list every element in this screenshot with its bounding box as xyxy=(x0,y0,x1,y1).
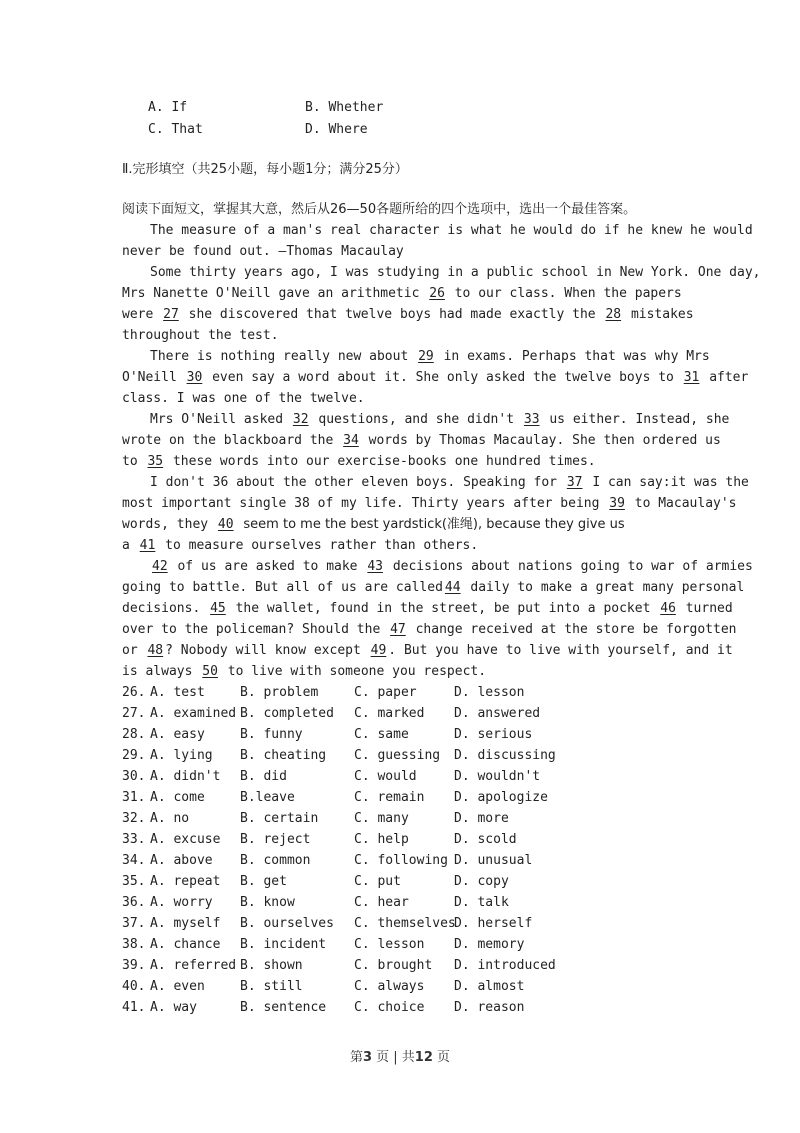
question-number: 31. xyxy=(122,790,146,805)
option-d: D. introduced xyxy=(454,958,556,973)
blank-50: 50 xyxy=(202,664,218,679)
option-a: A. test xyxy=(150,685,205,700)
option-c: C. guessing xyxy=(354,748,441,763)
blank-34: 34 xyxy=(343,433,359,448)
option-a: A. no xyxy=(150,811,190,826)
passage-text: going to battle. But all of us are called xyxy=(122,580,443,595)
blank-28: 28 xyxy=(605,307,622,322)
passage-line: class. I was one of the twelve. xyxy=(122,391,365,406)
blank-48: 48 xyxy=(147,643,164,658)
option-a: A. didn't xyxy=(150,769,221,784)
option-b: B. sentence xyxy=(240,1000,327,1015)
passage-text: to our class. When the papers xyxy=(454,286,682,301)
question-row xyxy=(0,892,800,913)
option-a: A. chance xyxy=(150,937,221,952)
blank-42: 42 xyxy=(152,559,168,574)
passage-text: to measure ourselves rather than others. xyxy=(165,538,479,553)
passage-line xyxy=(122,514,682,535)
option-c: C. would xyxy=(354,769,417,784)
passage-text: most important single 38 of my life. Thirty years after being xyxy=(122,496,600,511)
passage-line xyxy=(150,472,749,493)
option-c: C. hear xyxy=(354,895,409,910)
blank-46: 46 xyxy=(660,601,676,616)
passage-text: change received at the store be forgotten xyxy=(415,622,737,637)
option-b: B. incident xyxy=(240,937,327,952)
passage-line xyxy=(122,640,733,661)
prev-option-d: D. Where xyxy=(305,122,368,137)
option-b: B. cheating xyxy=(240,748,327,763)
blank-41: 41 xyxy=(139,538,156,553)
question-row xyxy=(0,766,800,787)
passage-text: us either. Instead, she xyxy=(549,412,730,427)
option-c: C. lesson xyxy=(354,937,425,952)
option-c: C. marked xyxy=(354,706,425,721)
question-row xyxy=(0,682,800,703)
question-row xyxy=(0,934,800,955)
passage-text: even say a word about it. She only asked the twelve boys to xyxy=(212,370,674,385)
option-a: A. way xyxy=(150,1000,197,1015)
question-number: 28. xyxy=(122,727,146,742)
option-c: C. always xyxy=(354,979,425,994)
option-a: A. lying xyxy=(150,748,213,763)
option-b: B. funny xyxy=(240,727,303,742)
passage-text: to Macaulay's xyxy=(634,496,737,511)
blank-35: 35 xyxy=(147,454,164,469)
option-b: B. reject xyxy=(240,832,311,847)
option-b: B. problem xyxy=(240,685,319,700)
passage-text: over to the policeman? Should the xyxy=(122,622,381,637)
prev-options-row-2 xyxy=(122,119,682,140)
option-a: A. excuse xyxy=(150,832,221,847)
question-row xyxy=(0,724,800,745)
question-number: 33. xyxy=(122,832,146,847)
passage-text: seem to me the best yardstick(准绳), because they give us xyxy=(243,517,625,532)
passage-text: or xyxy=(122,643,138,658)
option-a: A. myself xyxy=(150,916,221,931)
blank-44: 44 xyxy=(444,580,461,595)
option-a: A. repeat xyxy=(150,874,221,889)
option-a: A. easy xyxy=(150,727,205,742)
footer-page-number: 3 xyxy=(362,1050,372,1065)
option-b: B. common xyxy=(240,853,311,868)
question-number: 40. xyxy=(122,979,146,994)
question-number: 29. xyxy=(122,748,146,763)
passage-text: is always xyxy=(122,664,193,679)
question-number: 35. xyxy=(122,874,146,889)
option-d: D. lesson xyxy=(454,685,525,700)
option-b: B. certain xyxy=(240,811,319,826)
passage-text: questions, and she didn't xyxy=(318,412,515,427)
passage-line xyxy=(122,619,737,640)
passage-text: decisions. xyxy=(122,601,201,616)
question-number: 32. xyxy=(122,811,146,826)
option-d: D. serious xyxy=(454,727,533,742)
passage-text: words by Thomas Macaulay. She then ordered us xyxy=(368,433,721,448)
blank-45: 45 xyxy=(210,601,226,616)
blank-49: 49 xyxy=(370,643,387,658)
question-row xyxy=(0,745,800,766)
option-d: D. reason xyxy=(454,1000,525,1015)
blank-31: 31 xyxy=(683,370,700,385)
passage-line: The measure of a man's real character is what he would do if he knew he would xyxy=(150,223,753,238)
passage-line xyxy=(122,535,682,556)
question-row xyxy=(0,808,800,829)
passage-line xyxy=(122,283,682,304)
prev-option-b: B. Whether xyxy=(305,100,384,115)
blank-43: 43 xyxy=(367,559,383,574)
question-row xyxy=(0,829,800,850)
option-d: D. copy xyxy=(454,874,509,889)
passage-text: of us are asked to make xyxy=(177,559,358,574)
passage-line xyxy=(122,661,682,682)
blank-40: 40 xyxy=(217,517,234,532)
option-d: D. answered xyxy=(454,706,541,721)
passage-line xyxy=(122,430,721,451)
option-d: D. memory xyxy=(454,937,525,952)
blank-30: 30 xyxy=(186,370,203,385)
option-b: B. know xyxy=(240,895,295,910)
footer-prefix: 第 xyxy=(349,1050,363,1065)
option-c: C. following xyxy=(354,853,448,868)
option-c: C. brought xyxy=(354,958,433,973)
passage-line: throughout the test. xyxy=(122,328,279,343)
passage-text: decisions about nations going to war of armies xyxy=(392,559,753,574)
option-c: C. choice xyxy=(354,1000,425,1015)
option-d: D. herself xyxy=(454,916,533,931)
option-d: D. apologize xyxy=(454,790,548,805)
blank-33: 33 xyxy=(523,412,540,427)
blank-29: 29 xyxy=(418,349,434,364)
option-c: C. help xyxy=(354,832,409,847)
option-c: C. paper xyxy=(354,685,417,700)
question-row xyxy=(0,703,800,724)
blank-39: 39 xyxy=(609,496,625,511)
question-row xyxy=(0,976,800,997)
option-d: D. discussing xyxy=(454,748,556,763)
question-row xyxy=(0,997,800,1018)
blank-37: 37 xyxy=(566,475,583,490)
passage-text: I don't 36 about the other eleven boys. Speaking for xyxy=(150,475,557,490)
option-d: D. talk xyxy=(454,895,509,910)
passage-text: Mrs Nanette O'Neill gave an arithmetic xyxy=(122,286,420,301)
question-row xyxy=(0,913,800,934)
question-number: 41. xyxy=(122,1000,146,1015)
passage-text: mistakes xyxy=(630,307,694,322)
question-row xyxy=(0,955,800,976)
prev-option-a: A. If xyxy=(148,100,188,115)
passage-text: she discovered that twelve boys had made exactly the xyxy=(188,307,596,322)
passage-text: a xyxy=(122,538,130,553)
passage-text: in exams. Perhaps that was why Mrs xyxy=(443,349,710,364)
passage-line xyxy=(150,346,710,367)
option-a: A. above xyxy=(150,853,213,868)
option-b: B. still xyxy=(240,979,303,994)
option-b: B. ourselves xyxy=(240,916,334,931)
option-b: B.leave xyxy=(240,790,295,805)
option-b: B. get xyxy=(240,874,287,889)
option-c: C. many xyxy=(354,811,409,826)
passage-text: ? Nobody will know except xyxy=(165,643,361,658)
question-row xyxy=(0,787,800,808)
question-number: 27. xyxy=(122,706,146,721)
passage-text: Mrs O'Neill asked xyxy=(150,412,284,427)
option-c: C. put xyxy=(354,874,401,889)
footer-suffix: 页 xyxy=(437,1050,451,1065)
question-row xyxy=(0,871,800,892)
passage-text: to live with someone you respect. xyxy=(227,664,487,679)
passage-text: turned xyxy=(685,601,733,616)
passage-text: . But you have to live with yourself, and it xyxy=(388,643,733,658)
page-footer xyxy=(0,1046,800,1065)
passage-line xyxy=(122,598,733,619)
question-number: 37. xyxy=(122,916,146,931)
question-number: 36. xyxy=(122,895,146,910)
blank-27: 27 xyxy=(163,307,179,322)
option-a: A. worry xyxy=(150,895,213,910)
passage-text: the wallet, found in the street, be put into a pocket xyxy=(235,601,651,616)
passage-text: O'Neill xyxy=(122,370,177,385)
option-c: C. same xyxy=(354,727,409,742)
instructions: 阅读下面短文，掌握其大意，然后从26—50各题所给的四个选项中，选出一个最佳答案。 xyxy=(122,202,637,217)
passage-line xyxy=(122,451,682,472)
option-d: D. wouldn't xyxy=(454,769,541,784)
passage-line xyxy=(150,556,753,577)
passage-text: to xyxy=(122,454,138,469)
question-number: 26. xyxy=(122,685,146,700)
option-c: C. themselves xyxy=(354,916,456,931)
option-b: B. shown xyxy=(240,958,303,973)
blank-26: 26 xyxy=(429,286,445,301)
passage-text: There is nothing really new about xyxy=(150,349,409,364)
section-heading: Ⅱ.完形填空（共25小题，每小题1分；满分25分） xyxy=(122,162,408,177)
passage-text: were xyxy=(122,307,154,322)
blank-32: 32 xyxy=(292,412,309,427)
passage-text: words, they xyxy=(122,517,209,532)
passage-line xyxy=(150,409,730,430)
option-b: B. completed xyxy=(240,706,334,721)
passage-text: after xyxy=(709,370,749,385)
question-number: 34. xyxy=(122,853,146,868)
blank-47: 47 xyxy=(390,622,406,637)
option-a: A. examined xyxy=(150,706,237,721)
footer-total-pages: 12 xyxy=(414,1050,433,1065)
passage-line xyxy=(122,577,745,598)
passage-line xyxy=(122,367,749,388)
option-b: B. did xyxy=(240,769,287,784)
option-d: D. scold xyxy=(454,832,517,847)
option-d: D. more xyxy=(454,811,509,826)
passage-line: Some thirty years ago, I was studying in a public school in New York. One day, xyxy=(150,265,761,280)
passage-text: wrote on the blackboard the xyxy=(122,433,334,448)
option-a: A. come xyxy=(150,790,205,805)
passage-text: daily to make a great many personal xyxy=(470,580,745,595)
prev-option-c: C. That xyxy=(148,122,203,137)
option-d: D. almost xyxy=(454,979,525,994)
footer-middle: 页 | 共 xyxy=(376,1050,415,1065)
passage-line xyxy=(122,304,694,325)
question-number: 39. xyxy=(122,958,146,973)
question-number: 30. xyxy=(122,769,146,784)
question-number: 38. xyxy=(122,937,146,952)
question-row xyxy=(0,850,800,871)
option-a: A. even xyxy=(150,979,205,994)
option-d: D. unusual xyxy=(454,853,533,868)
passage-line: never be found out. —Thomas Macaulay xyxy=(122,244,404,259)
prev-options-row-1 xyxy=(122,97,682,118)
passage-line xyxy=(122,493,737,514)
option-c: C. remain xyxy=(354,790,425,805)
passage-text: I can say:it was the xyxy=(592,475,749,490)
passage-text: these words into our exercise-books one hundred times. xyxy=(172,454,596,469)
option-a: A. referred xyxy=(150,958,237,973)
